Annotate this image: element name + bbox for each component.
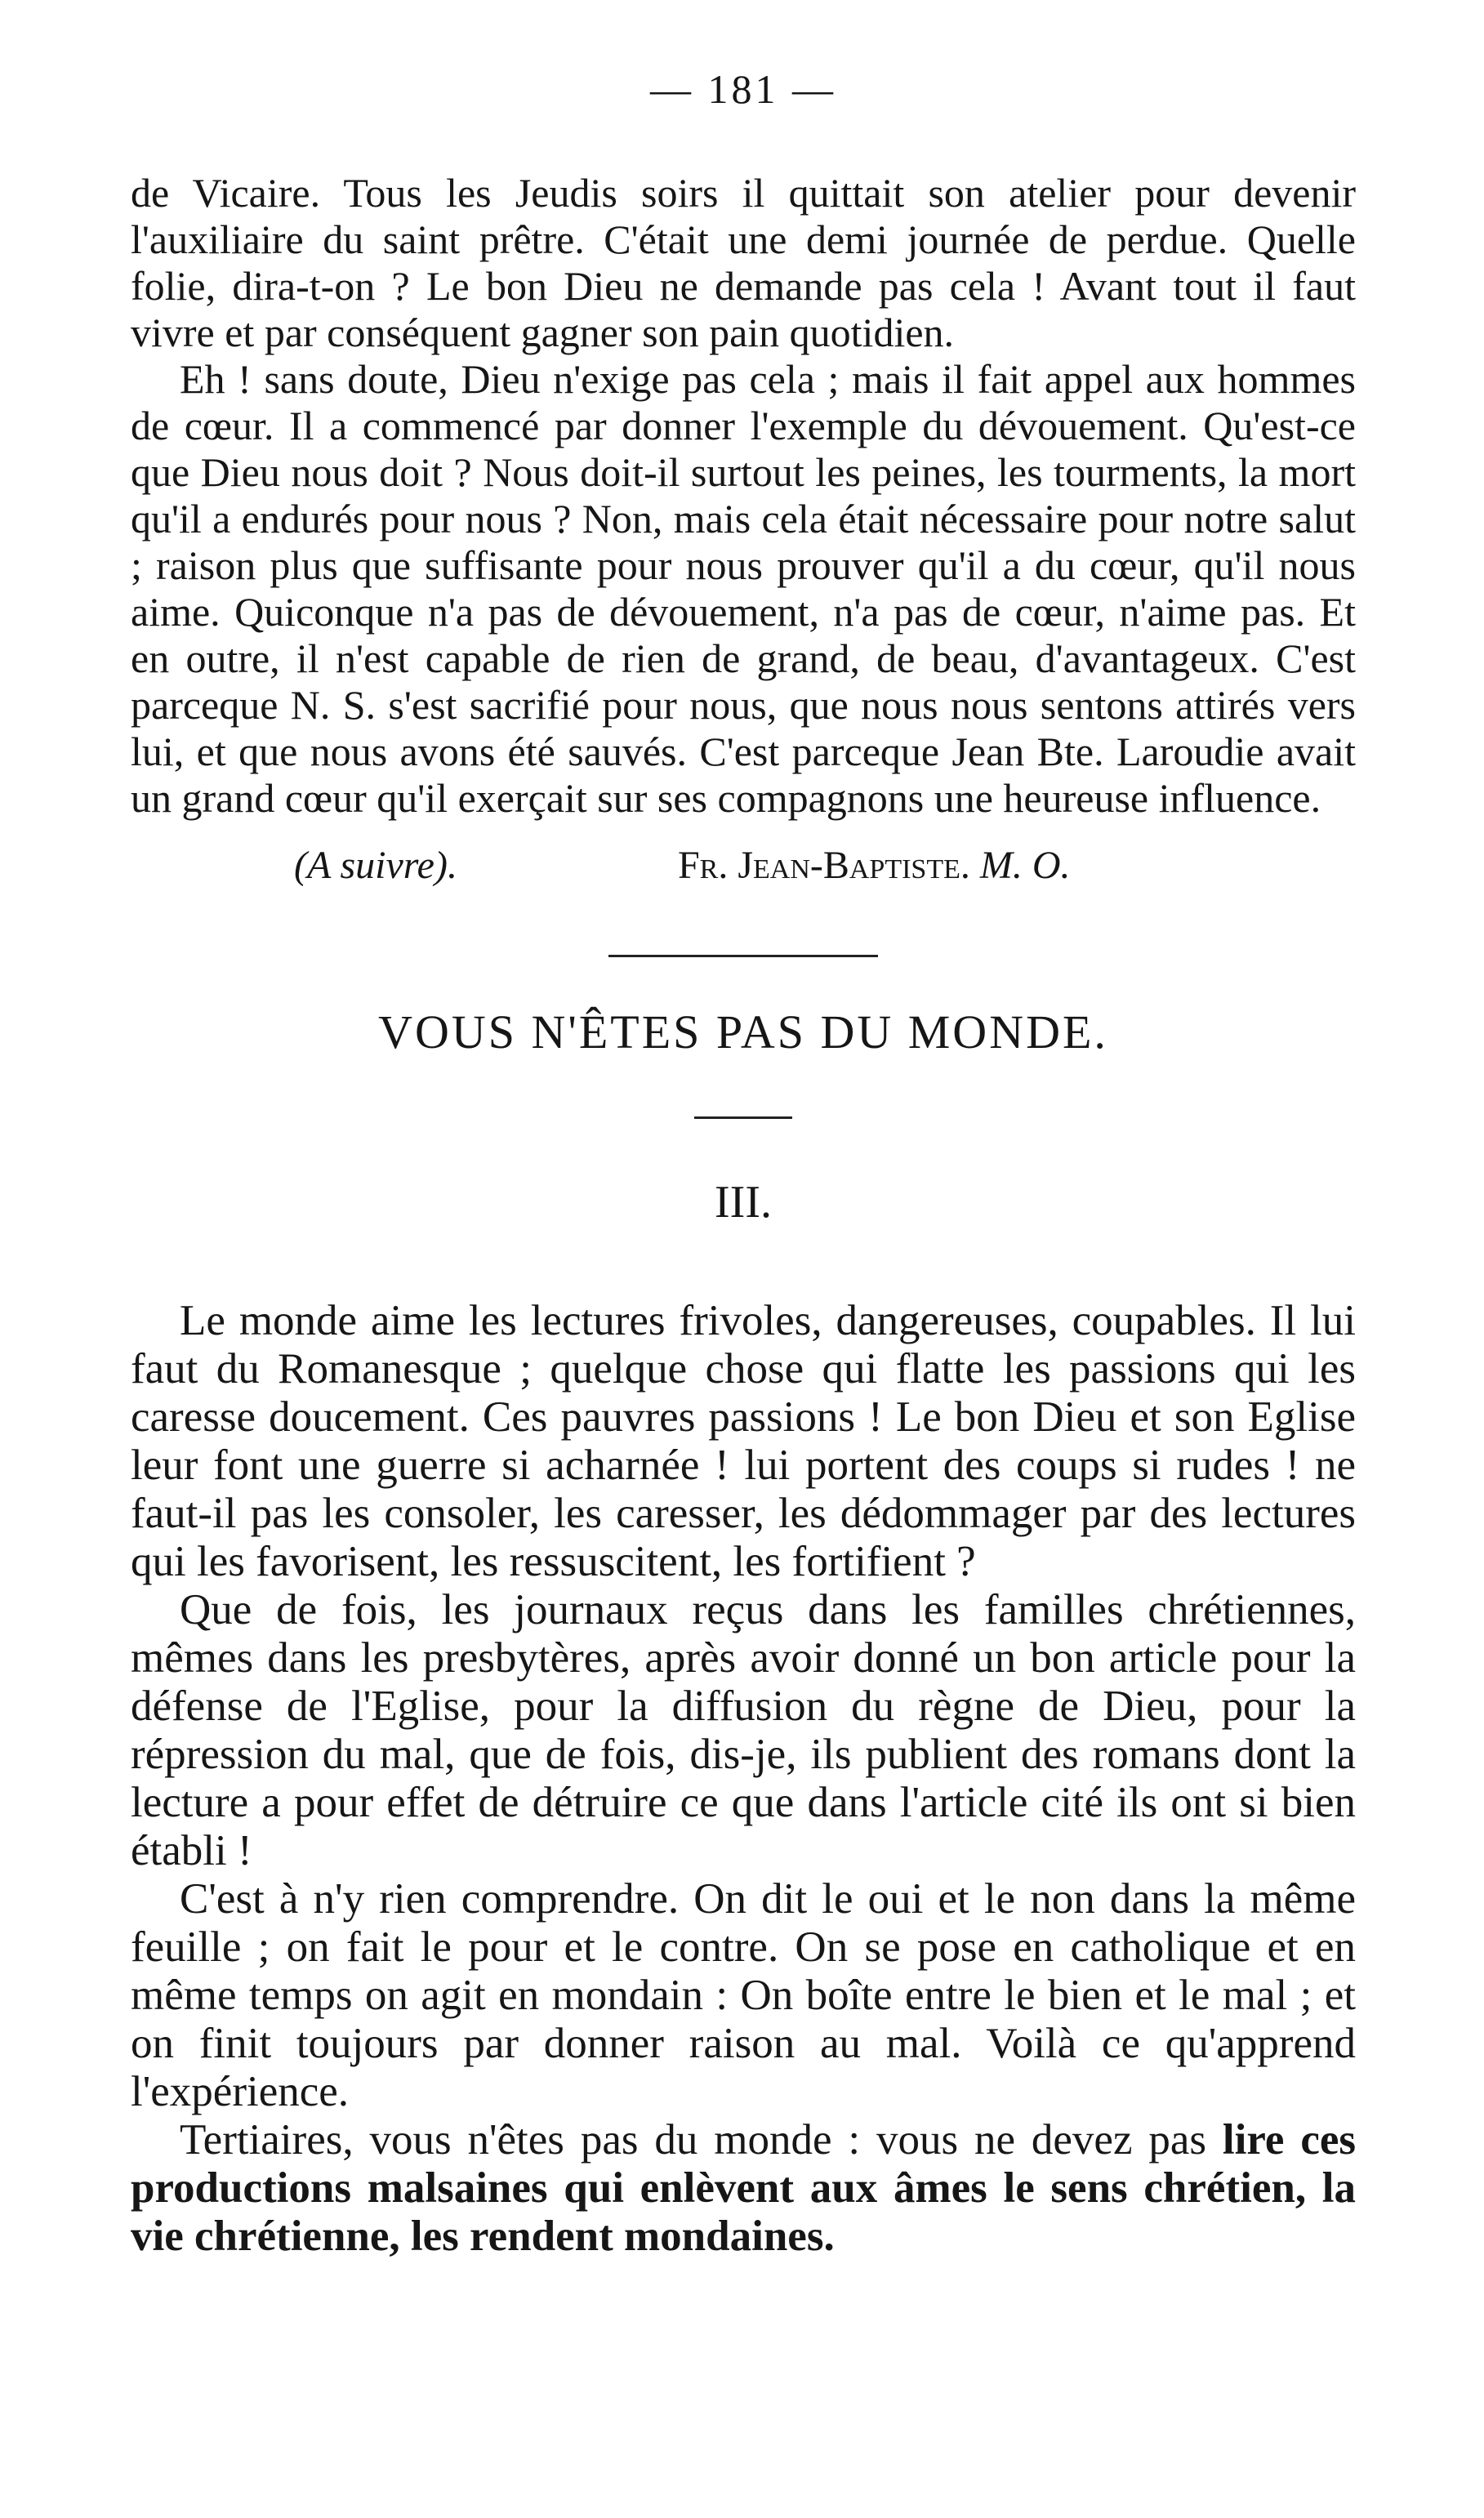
- section-title: VOUS N'ÊTES PAS DU MONDE.: [378, 1005, 1108, 1058]
- continued-note: (A suivre).: [294, 844, 457, 887]
- author-block: [678, 843, 1071, 888]
- paragraph-last: [131, 2116, 1356, 2261]
- article-signature: [131, 843, 1356, 888]
- paragraph: Eh ! sans doute, Dieu n'exige pas cela ; mais il fait appel aux hommes de cœur. Il a commencé par donner l'exemple du dévouement. Qu'est-ce que Dieu nous doit ? Nous doit-il surtout les peines, les tourments, la mort qu'il a endurés pour nous ? Non, mais cela était nécessaire pour notre salut ; raison plus que suffisante pour nous prouver qu'il a du cœur, qu'il nous aime. Quiconque n'a pas de dévouement, n'a pas de cœur, n'aime pas. Et en outre, il n'est capable de rien de grand, de beau, d'avantageux. C'est parceque N. S. s'est sacrifié pour nous, que nous nous sentons attirés vers lui, et que nous avons été sauvés. C'est parceque Jean Bte. Laroudie avait un grand cœur qu'il exerçait sur ses compagnons une heureuse influence.: [131, 356, 1356, 821]
- second-article: [131, 1297, 1356, 2261]
- author-initials: M. O.: [979, 844, 1071, 887]
- page-number: — 181 —: [650, 66, 836, 112]
- part-numeral: III.: [715, 1177, 772, 1228]
- title-divider: [694, 1116, 792, 1119]
- book-page: [131, 65, 1356, 2261]
- last-paragraph-start: Tertiaires, vous n'êtes pas du monde : vous ne devez pas: [180, 2116, 1207, 2164]
- first-article: [131, 170, 1356, 888]
- paragraph: Le monde aime les lectures frivoles, dangereuses, coupables. Il lui faut du Romanesque ; quelque chose qui flatte les passions qui les caresse doucement. Ces pauvres passions ! Le bon Dieu et son Eglise leur font une guerre si acharnée ! lui portent des coups si rudes ! ne faut-il pas les consoler, les caresser, les dédommager par des lectures qui les favorisent, les ressuscitent, les fortifient ?: [131, 1297, 1356, 1585]
- author-name: Fr. Jean-Baptiste.: [677, 844, 970, 887]
- paragraph: C'est à n'y rien comprendre. On dit le oui et le non dans la même feuille ; on fait le pour et le contre. On se pose en catholique et en même temps on agit en mondain : On boîte entre le bien et le mal ; et on finit toujours par donner raison au mal. Voilà ce qu'apprend l'expérience.: [131, 1875, 1356, 2115]
- paragraph: de Vicaire. Tous les Jeudis soirs il quittait son atelier pour devenir l'auxiliaire du saint prêtre. C'était une demi journée de perdue. Quelle folie, dira-t-on ? Le bon Dieu ne demande pas cela ! Avant tout il faut vivre et par conséquent gagner son pain quotidien.: [131, 170, 1356, 355]
- last-paragraph-bold: lire ces productions malsaines qui enlèvent aux âmes le sens chrétien, la vie chrétienne, les rendent mondaines.: [131, 2116, 1357, 2260]
- section-divider: [608, 955, 878, 957]
- paragraph: Que de fois, les journaux reçus dans les familles chrétiennes, mêmes dans les presbytères, après avoir donné un bon article pour la défense de l'Eglise, pour la diffusion du règne de Dieu, pour la répression du mal, que de fois, dis-je, ils publient des romans dont la lecture a pour effet de détruire ce que dans l'article cité ils ont si bien établi !: [131, 1586, 1356, 1874]
